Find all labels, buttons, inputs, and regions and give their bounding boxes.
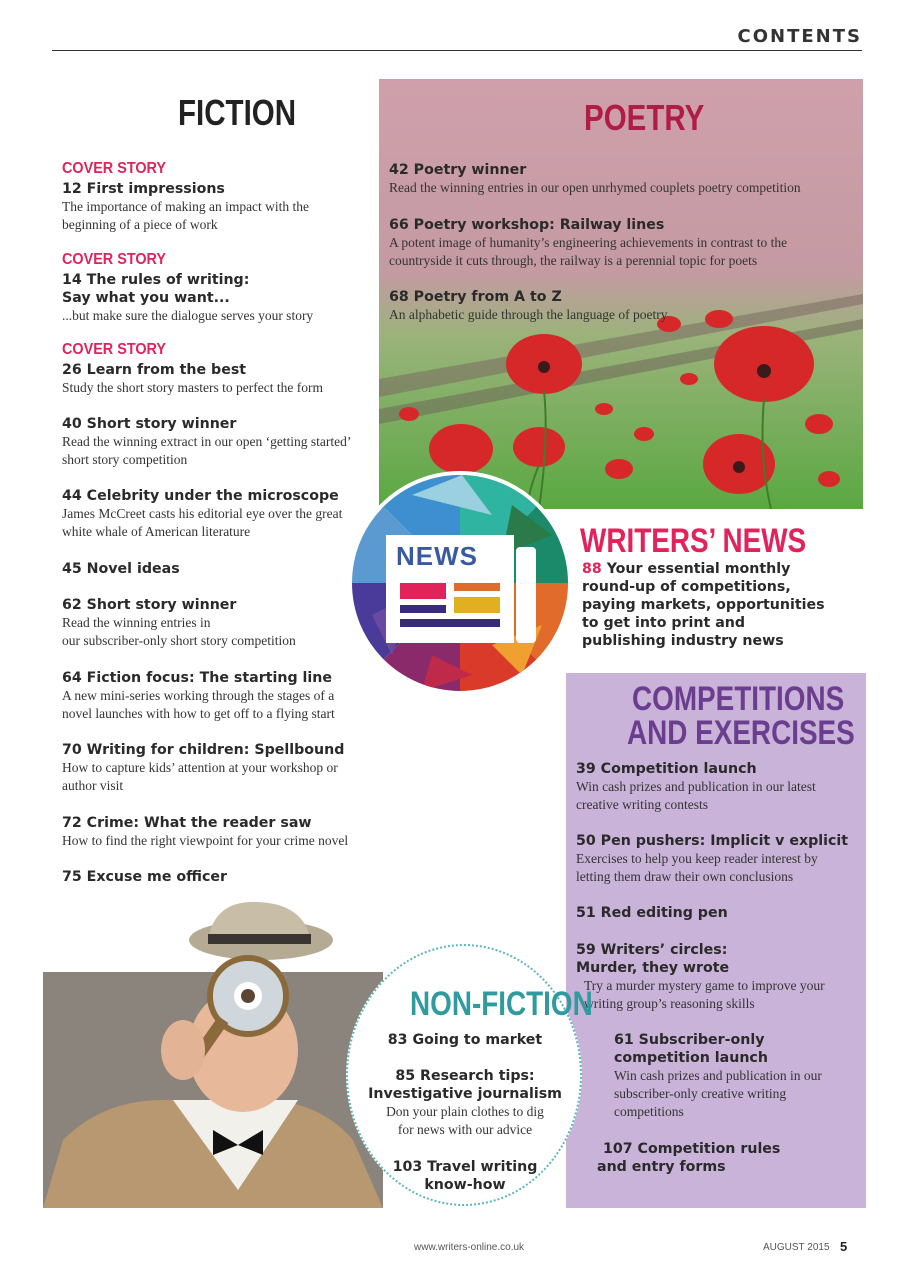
header-rule <box>52 50 862 51</box>
poetry-item[interactable] <box>389 288 849 324</box>
competition-item[interactable] <box>576 941 856 1013</box>
item-desc: Don your plain clothes to dig for news with our advice <box>386 1104 544 1137</box>
item-title: 42 Poetry winner <box>389 162 527 178</box>
item-desc: How to capture kids’ attention at your workshop or author visit <box>62 760 338 793</box>
item-desc: Read the winning extract in our open ‘getting started’ short story competition <box>62 434 351 467</box>
item-title: 83 Going to market <box>387 1032 543 1048</box>
fiction-item[interactable] <box>62 415 362 469</box>
item-desc: A new mini-series working through the stages of a novel launches with how to get off to a flying start <box>62 688 335 721</box>
item-title: 72 Crime: What the reader saw <box>62 815 312 831</box>
competition-item[interactable] <box>576 904 851 922</box>
news-badge <box>348 471 572 695</box>
item-desc: Try a murder mystery game to improve your writing group’s reasoning skills <box>584 978 825 1011</box>
section-header: CONTENTS <box>737 26 862 47</box>
item-title: 14 The rules of writing: <box>62 272 250 288</box>
footer-url[interactable]: www.writers-online.co.uk <box>414 1242 525 1253</box>
item-title: 64 Fiction focus: The starting line <box>62 670 332 686</box>
item-title-line2: Say what you want... <box>62 290 230 306</box>
item-desc: ...but make sure the dialogue serves your story <box>62 308 314 323</box>
poetry-item[interactable] <box>389 161 849 197</box>
item-desc: Study the short story masters to perfect the form <box>62 380 323 395</box>
fiction-item[interactable] <box>62 669 362 723</box>
news-description: Your essential monthly round-up of competitions, paying markets, opportunities to get into print and publishing industry news <box>582 561 825 649</box>
competition-item[interactable] <box>614 1031 844 1121</box>
nonfiction-item[interactable] <box>352 1031 578 1049</box>
news-badge-label: NEWS <box>396 541 478 571</box>
item-title: 85 Research tips: <box>395 1068 535 1084</box>
item-title: 50 Pen pushers: Implicit v explicit <box>576 833 849 849</box>
fiction-item[interactable] <box>62 251 362 325</box>
detective-illustration <box>43 900 383 1208</box>
writers-news-item[interactable] <box>582 560 827 650</box>
nonfiction-title: NON-FICTION <box>410 985 593 1023</box>
item-title-line2: Murder, they wrote <box>576 960 730 976</box>
item-title-line2: Investigative journalism <box>368 1086 562 1102</box>
item-title: 107 Competition rules <box>603 1141 781 1157</box>
item-desc: Read the winning entries in our open unrhymed couplets poetry competition <box>389 180 801 195</box>
poetry-title: POETRY <box>584 97 705 138</box>
item-title-line2: and entry forms <box>597 1159 726 1175</box>
item-title: 70 Writing for children: Spellbound <box>62 742 345 758</box>
writers-news-title: WRITERS’ NEWS <box>580 522 807 560</box>
item-title: 103 Travel writing <box>392 1159 538 1175</box>
item-desc: Exercises to help you keep reader interest by letting them draw their own conclusions <box>576 851 818 884</box>
cover-story-label: COVER STORY <box>62 341 167 358</box>
competition-item[interactable] <box>597 1140 847 1176</box>
item-title: 68 Poetry from A to Z <box>389 289 562 305</box>
competition-item[interactable] <box>576 760 851 814</box>
item-desc: An alphabetic guide through the language of poetry <box>389 307 668 322</box>
item-desc: How to find the right viewpoint for your crime novel <box>62 833 349 848</box>
item-desc-line2: our subscriber-only short story competition <box>62 633 296 648</box>
fiction-item[interactable] <box>62 868 362 886</box>
footer-date: AUGUST 2015 <box>763 1242 830 1253</box>
item-title: 12 First impressions <box>62 181 225 197</box>
news-page-number: 88 <box>582 561 602 577</box>
nonfiction-item[interactable] <box>352 1067 578 1139</box>
item-title: 40 Short story winner <box>62 416 237 432</box>
item-desc: Win cash prizes and publication in our subscriber-only creative writing competitions <box>614 1068 822 1119</box>
item-desc: The importance of making an impact with the beginning of a piece of work <box>62 199 310 232</box>
fiction-item[interactable] <box>62 814 382 850</box>
cover-story-label: COVER STORY <box>62 251 167 268</box>
fiction-item[interactable] <box>62 341 362 397</box>
item-title-line2: competition launch <box>614 1050 768 1066</box>
item-title: 26 Learn from the best <box>62 362 247 378</box>
item-title: 45 Novel ideas <box>62 561 180 577</box>
item-desc: A potent image of humanity’s engineering achievements in contrast to the countryside it cuts through, the railway is a perennial topic for poets <box>389 235 788 268</box>
competitions-title-line2: AND EXERCISES <box>627 714 855 752</box>
item-title: 44 Celebrity under the microscope <box>62 488 339 504</box>
item-title: 51 Red editing pen <box>576 905 728 921</box>
fiction-title: FICTION <box>178 92 297 133</box>
competition-item[interactable] <box>576 832 851 886</box>
item-desc: Read the winning entries in <box>62 615 211 630</box>
news-mosaic-graphic <box>352 475 568 691</box>
fiction-item[interactable] <box>62 160 362 234</box>
item-title: 75 Excuse me officer <box>62 869 227 885</box>
poetry-item[interactable] <box>389 216 829 270</box>
fiction-item[interactable] <box>62 560 352 578</box>
fiction-item[interactable] <box>62 596 362 650</box>
cover-story-label: COVER STORY <box>62 160 167 177</box>
item-title: 61 Subscriber-only <box>614 1032 765 1048</box>
item-title-line2: know-how <box>424 1177 506 1193</box>
item-title: 39 Competition launch <box>576 761 757 777</box>
item-title: 62 Short story winner <box>62 597 237 613</box>
item-title: 66 Poetry workshop: Railway lines <box>389 217 665 233</box>
page-number: 5 <box>840 1239 848 1254</box>
item-desc: James McCreet casts his editorial eye over the great white whale of American literature <box>62 506 343 539</box>
fiction-item[interactable] <box>62 741 362 795</box>
fiction-item[interactable] <box>62 487 352 541</box>
nonfiction-item[interactable] <box>352 1158 578 1194</box>
item-desc: Win cash prizes and publication in our latest creative writing contests <box>576 779 816 812</box>
competitions-title: COMPETITIONS <box>632 680 845 718</box>
item-title: 59 Writers’ circles: <box>576 942 728 958</box>
